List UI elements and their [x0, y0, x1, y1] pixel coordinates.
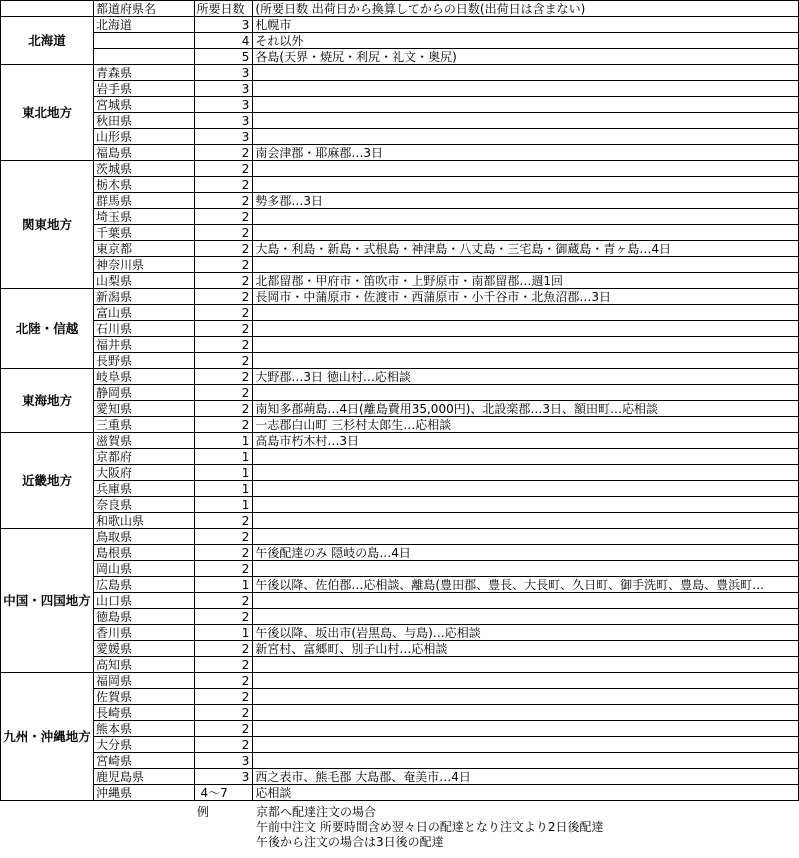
days-cell: 3: [194, 753, 253, 769]
note-cell: [253, 689, 799, 705]
days-cell: 2: [194, 593, 253, 609]
days-cell: 3: [194, 769, 253, 785]
days-cell: 4～7: [194, 785, 253, 801]
note-cell: [253, 481, 799, 497]
days-cell: 2: [194, 737, 253, 753]
note-cell: [253, 225, 799, 241]
note-cell: 応相談: [253, 785, 799, 801]
table-row: [1, 497, 799, 513]
note-cell: [253, 257, 799, 273]
prefecture-cell: 鳥取県: [93, 529, 194, 545]
days-cell: 2: [194, 401, 253, 417]
days-cell: 1: [194, 497, 253, 513]
table-row: [1, 657, 799, 673]
example-line: 京都へ配達注文の場合: [256, 805, 377, 819]
note-cell: 西之表市、熊毛郡 大島郡、奄美市…4日: [253, 769, 799, 785]
region-name: 関東地方: [1, 161, 94, 289]
table-row: [1, 561, 799, 577]
prefecture-cell: 三重県: [93, 417, 194, 433]
prefecture-cell: 北海道: [93, 17, 194, 33]
table-row: [1, 465, 799, 481]
note-cell: [253, 609, 799, 625]
table-row: [1, 129, 799, 145]
table-row: [1, 689, 799, 705]
example-line: 午前中注文 所要時間含め翌々日の配達となり注文より2日後配達: [256, 820, 604, 834]
prefecture-cell: 福島県: [93, 145, 194, 161]
prefecture-cell: 宮城県: [93, 97, 194, 113]
header-blank-cell: [1, 1, 94, 17]
table-body: [1, 1, 799, 801]
days-cell: 2: [194, 609, 253, 625]
note-cell: [253, 113, 799, 129]
days-cell: 3: [194, 129, 253, 145]
prefecture-cell: 岐阜県: [93, 369, 194, 385]
prefecture-cell: 奈良県: [93, 497, 194, 513]
note-cell: [253, 513, 799, 529]
days-cell: 2: [194, 545, 253, 561]
note-cell: [253, 209, 799, 225]
table-row: [1, 481, 799, 497]
table-row: [1, 177, 799, 193]
region-name: 北海道: [1, 17, 94, 65]
table-row: [1, 593, 799, 609]
days-cell: 2: [194, 529, 253, 545]
note-cell: 南会津郡・耶麻郡…3日: [253, 145, 799, 161]
table-row: [1, 449, 799, 465]
days-cell: 2: [194, 161, 253, 177]
prefecture-cell: 岩手県: [93, 81, 194, 97]
note-cell: [253, 129, 799, 145]
prefecture-cell: 群馬県: [93, 193, 194, 209]
prefecture-cell: 熊本県: [93, 721, 194, 737]
note-cell: [253, 705, 799, 721]
days-cell: 2: [194, 225, 253, 241]
days-cell: 4: [194, 33, 253, 49]
table-row: [1, 193, 799, 209]
table-row: [1, 529, 799, 545]
prefecture-cell: 宮崎県: [93, 753, 194, 769]
days-cell: 2: [194, 289, 253, 305]
days-cell: 2: [194, 657, 253, 673]
days-cell: 2: [194, 257, 253, 273]
prefecture-cell: 徳島県: [93, 609, 194, 625]
note-cell: [253, 529, 799, 545]
note-cell: 勢多郡…3日: [253, 193, 799, 209]
days-cell: 1: [194, 625, 253, 641]
note-cell: 大野郡…3日 徳山村…応相談: [253, 369, 799, 385]
table-row: [1, 17, 799, 33]
table-row: [1, 49, 799, 65]
prefecture-cell: 埼玉県: [93, 209, 194, 225]
prefecture-cell: 鹿児島県: [93, 769, 194, 785]
days-cell: 2: [194, 705, 253, 721]
days-cell: 2: [194, 641, 253, 657]
table-row: [1, 321, 799, 337]
region-name: 東海地方: [1, 369, 94, 433]
prefecture-cell: 大阪府: [93, 465, 194, 481]
days-cell: 2: [194, 721, 253, 737]
table-row: [1, 337, 799, 353]
table-row: [1, 385, 799, 401]
note-cell: [253, 385, 799, 401]
region-name: 東北地方: [1, 65, 94, 161]
example-lines: [256, 805, 603, 850]
prefecture-cell: [93, 49, 194, 65]
note-cell: [253, 353, 799, 369]
days-cell: 3: [194, 17, 253, 33]
note-cell: [253, 561, 799, 577]
table-row: [1, 513, 799, 529]
table-row: [1, 33, 799, 49]
prefecture-cell: 沖縄県: [93, 785, 194, 801]
days-cell: 2: [194, 273, 253, 289]
note-cell: [253, 721, 799, 737]
note-cell: それ以外: [253, 33, 799, 49]
prefecture-cell: 東京都: [93, 241, 194, 257]
note-cell: [253, 177, 799, 193]
days-cell: 2: [194, 145, 253, 161]
prefecture-cell: 神奈川県: [93, 257, 194, 273]
note-cell: 札幌市: [253, 17, 799, 33]
note-cell: [253, 465, 799, 481]
days-cell: 2: [194, 209, 253, 225]
table-row: [1, 369, 799, 385]
days-cell: 1: [194, 481, 253, 497]
note-cell: [253, 81, 799, 97]
prefecture-cell: 山形県: [93, 129, 194, 145]
table-row: [1, 161, 799, 177]
table-row: [1, 625, 799, 641]
note-cell: [253, 337, 799, 353]
prefecture-cell: 山梨県: [93, 273, 194, 289]
table-row: [1, 577, 799, 593]
table-row: [1, 113, 799, 129]
days-cell: 2: [194, 673, 253, 689]
header-note: (所要日数 出荷日から換算してからの日数(出荷日は含まない): [253, 1, 799, 17]
table-row: [1, 433, 799, 449]
prefecture-cell: 高知県: [93, 657, 194, 673]
days-cell: 2: [194, 305, 253, 321]
days-cell: 2: [194, 689, 253, 705]
region-name: 中国・四国地方: [1, 529, 94, 673]
table-row: [1, 673, 799, 689]
days-cell: 2: [194, 241, 253, 257]
days-cell: 2: [194, 385, 253, 401]
table-row: [1, 401, 799, 417]
note-cell: 南知多郡蒴島…4日(離島費用35,000円)、北設楽郡…3日、額田町…応相談: [253, 401, 799, 417]
table-row: [1, 545, 799, 561]
prefecture-cell: 京都府: [93, 449, 194, 465]
prefecture-cell: 茨城県: [93, 161, 194, 177]
table-row: [1, 209, 799, 225]
days-cell: 3: [194, 65, 253, 81]
days-cell: 2: [194, 337, 253, 353]
prefecture-cell: 千葉県: [93, 225, 194, 241]
note-cell: 午後以降、佐伯郡…応相談、離島(豊田郡、豊長、大長町、久日町、御手洗町、豊島、豊浜町…: [253, 577, 799, 593]
table-row: [1, 705, 799, 721]
days-cell: 2: [194, 561, 253, 577]
prefecture-cell: 滋賀県: [93, 433, 194, 449]
days-cell: 3: [194, 113, 253, 129]
table-row: [1, 769, 799, 785]
note-cell: [253, 497, 799, 513]
days-cell: 2: [194, 353, 253, 369]
prefecture-cell: 秋田県: [93, 113, 194, 129]
days-cell: 5: [194, 49, 253, 65]
prefecture-cell: 富山県: [93, 305, 194, 321]
table-row: [1, 145, 799, 161]
note-cell: [253, 97, 799, 113]
header-row: [1, 1, 799, 17]
prefecture-cell: 栃木県: [93, 177, 194, 193]
days-cell: 2: [194, 513, 253, 529]
table-row: [1, 721, 799, 737]
table-row: [1, 289, 799, 305]
region-name: 北陸・信越: [1, 289, 94, 369]
days-cell: 2: [194, 321, 253, 337]
days-cell: 1: [194, 465, 253, 481]
days-cell: 2: [194, 193, 253, 209]
prefecture-cell: 新潟県: [93, 289, 194, 305]
prefecture-cell: 兵庫県: [93, 481, 194, 497]
note-cell: 高島市朽木村…3日: [253, 433, 799, 449]
table-row: [1, 737, 799, 753]
note-cell: 午後配達のみ 隠岐の島…4日: [253, 545, 799, 561]
table-row: [1, 81, 799, 97]
prefecture-cell: 山口県: [93, 593, 194, 609]
note-cell: [253, 161, 799, 177]
prefecture-cell: 愛知県: [93, 401, 194, 417]
prefecture-cell: 大分県: [93, 737, 194, 753]
note-cell: [253, 449, 799, 465]
note-cell: 一志郡白山町 三杉村太郎生…応相談: [253, 417, 799, 433]
table-row: [1, 97, 799, 113]
prefecture-cell: 福井県: [93, 337, 194, 353]
prefecture-cell: 愛媛県: [93, 641, 194, 657]
days-cell: 1: [194, 433, 253, 449]
table-row: [1, 225, 799, 241]
table-row: [1, 417, 799, 433]
note-cell: 長岡市・中蒲原市・佐渡市・西蒲原市・小千谷市・北魚沼郡…3日: [253, 289, 799, 305]
prefecture-cell: 広島県: [93, 577, 194, 593]
prefecture-cell: 長野県: [93, 353, 194, 369]
days-cell: 1: [194, 449, 253, 465]
note-cell: [253, 753, 799, 769]
table-row: [1, 273, 799, 289]
table-row: [1, 609, 799, 625]
prefecture-cell: 香川県: [93, 625, 194, 641]
days-cell: 2: [194, 369, 253, 385]
prefecture-cell: 岡山県: [93, 561, 194, 577]
table-row: [1, 753, 799, 769]
note-cell: 北都留郡・甲府市・笛吹市・上野原市・南都留郡…週1回: [253, 273, 799, 289]
prefecture-cell: 長崎県: [93, 705, 194, 721]
table-row: [1, 641, 799, 657]
prefecture-cell: 石川県: [93, 321, 194, 337]
days-cell: 1: [194, 577, 253, 593]
note-cell: 各島(天界・焼尻・利尻・礼文・奥尻): [253, 49, 799, 65]
example-line: 午後から注文の場合は3日後の配達: [256, 835, 444, 849]
days-cell: 3: [194, 97, 253, 113]
header-prefecture: 都道府県名: [93, 1, 194, 17]
table-row: [1, 257, 799, 273]
table-row: [1, 305, 799, 321]
example-label: 例: [197, 805, 210, 819]
note-cell: [253, 305, 799, 321]
prefecture-cell: 和歌山県: [93, 513, 194, 529]
table-row: [1, 785, 799, 801]
table-row: [1, 241, 799, 257]
note-cell: 午後以降、坂出市(岩黒島、与島)…応相談: [253, 625, 799, 641]
header-days: 所要日数: [194, 1, 253, 17]
prefecture-cell: 島根県: [93, 545, 194, 561]
table-row: [1, 353, 799, 369]
note-cell: 新宮村、富郷町、別子山村…応相談: [253, 641, 799, 657]
region-name: 九州・沖縄地方: [1, 673, 94, 801]
note-cell: [253, 737, 799, 753]
days-cell: 3: [194, 81, 253, 97]
table-row: [1, 65, 799, 81]
region-name: 近畿地方: [1, 433, 94, 529]
days-cell: 2: [194, 177, 253, 193]
note-cell: [253, 593, 799, 609]
note-cell: [253, 65, 799, 81]
days-cell: 2: [194, 417, 253, 433]
prefecture-cell: 佐賀県: [93, 689, 194, 705]
note-cell: [253, 673, 799, 689]
note-cell: [253, 321, 799, 337]
prefecture-cell: 青森県: [93, 65, 194, 81]
note-cell: 大島・利島・新島・式根島・神津島・八丈島・三宅島・御蔵島・青ヶ島…4日: [253, 241, 799, 257]
prefecture-cell: 福岡県: [93, 673, 194, 689]
prefecture-cell: 静岡県: [93, 385, 194, 401]
prefecture-cell: [93, 33, 194, 49]
note-cell: [253, 657, 799, 673]
